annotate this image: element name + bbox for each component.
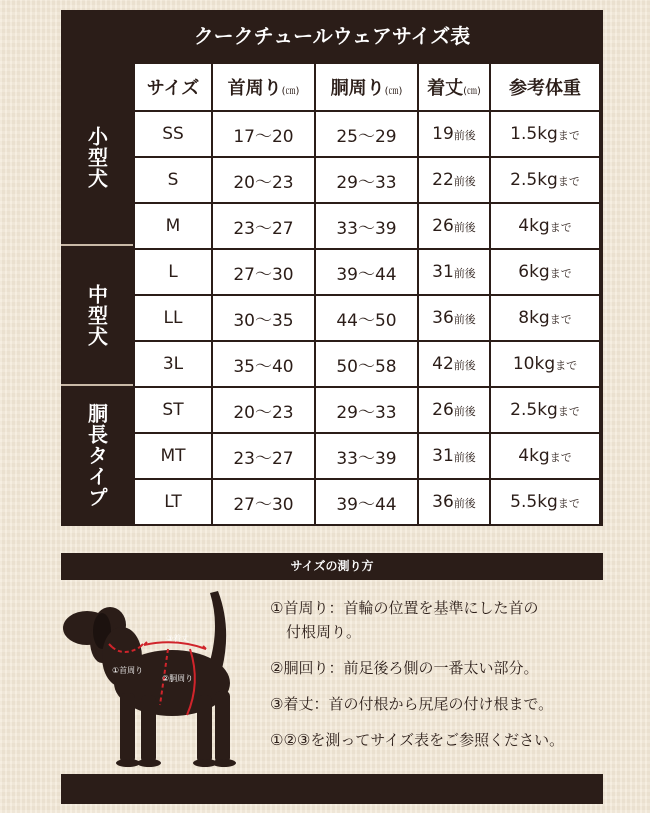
weight-cell: 10kgまで — [490, 341, 600, 387]
footer-bar — [61, 774, 603, 804]
length-cell: 36前後 — [418, 479, 490, 525]
body-cell: 44～50 — [315, 295, 418, 341]
weight-cell: 5.5kgまで — [490, 479, 600, 525]
header-weight: 参考体重 — [490, 63, 600, 111]
body-cell: 50～58 — [315, 341, 418, 387]
size-cell: L — [134, 249, 212, 295]
weight-cell: 6kgまで — [490, 249, 600, 295]
table-row — [134, 111, 600, 157]
group-label-medium: 中型犬 — [84, 283, 109, 347]
body-cell: 39～44 — [315, 249, 418, 295]
body-cell: 33～39 — [315, 203, 418, 249]
body-cell: 29～33 — [315, 157, 418, 203]
neck-cell: 35～40 — [212, 341, 315, 387]
size-cell: LL — [134, 295, 212, 341]
group-label-long: 胴長タイプ — [84, 402, 109, 508]
size-cell: LT — [134, 479, 212, 525]
length-cell: 26前後 — [418, 203, 490, 249]
dog-silhouette — [63, 591, 236, 767]
weight-cell: 2.5kgまで — [490, 157, 600, 203]
header-neck: 首周り(㎝) — [212, 63, 315, 111]
body-cell: 39～44 — [315, 479, 418, 525]
table-row — [134, 341, 600, 387]
body-cell: 25～29 — [315, 111, 418, 157]
length-cell: 26前後 — [418, 387, 490, 433]
size-cell: ST — [134, 387, 212, 433]
table-row — [134, 249, 600, 295]
length-cell: 19前後 — [418, 111, 490, 157]
table-row — [134, 203, 600, 249]
size-cell: M — [134, 203, 212, 249]
neck-cell: 17～20 — [212, 111, 315, 157]
note-body: ②胴回り：前足後ろ側の一番太い部分。 — [270, 659, 539, 677]
neck-cell: 27～30 — [212, 249, 315, 295]
length-cell: 22前後 — [418, 157, 490, 203]
size-cell: MT — [134, 433, 212, 479]
label-length: ③着丈 — [166, 634, 190, 643]
header-body: 胴周り(㎝) — [315, 63, 418, 111]
weight-cell: 4kgまで — [490, 433, 600, 479]
table-header-row — [134, 63, 600, 111]
weight-cell: 8kgまで — [490, 295, 600, 341]
measure-notes — [270, 596, 610, 752]
table-row — [134, 387, 600, 433]
neck-cell: 20～23 — [212, 387, 315, 433]
table-title: クークチュールウェアサイズ表 — [193, 24, 471, 48]
body-cell: 29～33 — [315, 387, 418, 433]
size-table — [133, 62, 601, 526]
size-cell: SS — [134, 111, 212, 157]
table-row — [134, 157, 600, 203]
length-cell: 31前後 — [418, 433, 490, 479]
length-cell: 36前後 — [418, 295, 490, 341]
header-size: サイズ — [134, 63, 212, 111]
weight-cell: 1.5kgまで — [490, 111, 600, 157]
size-table-panel — [61, 10, 603, 526]
length-cell: 42前後 — [418, 341, 490, 387]
length-cell: 31前後 — [418, 249, 490, 295]
group-label-small: 小型犬 — [84, 125, 109, 189]
neck-cell: 27～30 — [212, 479, 315, 525]
neck-cell: 30～35 — [212, 295, 315, 341]
note-neck-continued: 付根周り。 — [286, 623, 362, 641]
size-cell: S — [134, 157, 212, 203]
measure-banner: サイズの測り方 — [61, 553, 603, 580]
label-neck: ①首周り — [112, 666, 144, 675]
body-cell: 33～39 — [315, 433, 418, 479]
note-length: ③着丈：首の付根から尻尾の付け根まで。 — [270, 695, 554, 713]
neck-cell: 20～23 — [212, 157, 315, 203]
size-cell: 3L — [134, 341, 212, 387]
table-row — [134, 295, 600, 341]
label-body: ②胴周り — [162, 674, 194, 683]
neck-cell: 23～27 — [212, 433, 315, 479]
header-length: 着丈(㎝) — [418, 63, 490, 111]
table-row — [134, 433, 600, 479]
weight-cell: 2.5kgまで — [490, 387, 600, 433]
note-neck: ①首周り：首輪の位置を基準にした首の — [270, 599, 539, 617]
dog-measure-illustration — [60, 583, 260, 773]
note-reference: ①②③を測ってサイズ表をご参照ください。 — [270, 731, 565, 749]
weight-cell: 4kgまで — [490, 203, 600, 249]
neck-cell: 23～27 — [212, 203, 315, 249]
table-row — [134, 479, 600, 525]
